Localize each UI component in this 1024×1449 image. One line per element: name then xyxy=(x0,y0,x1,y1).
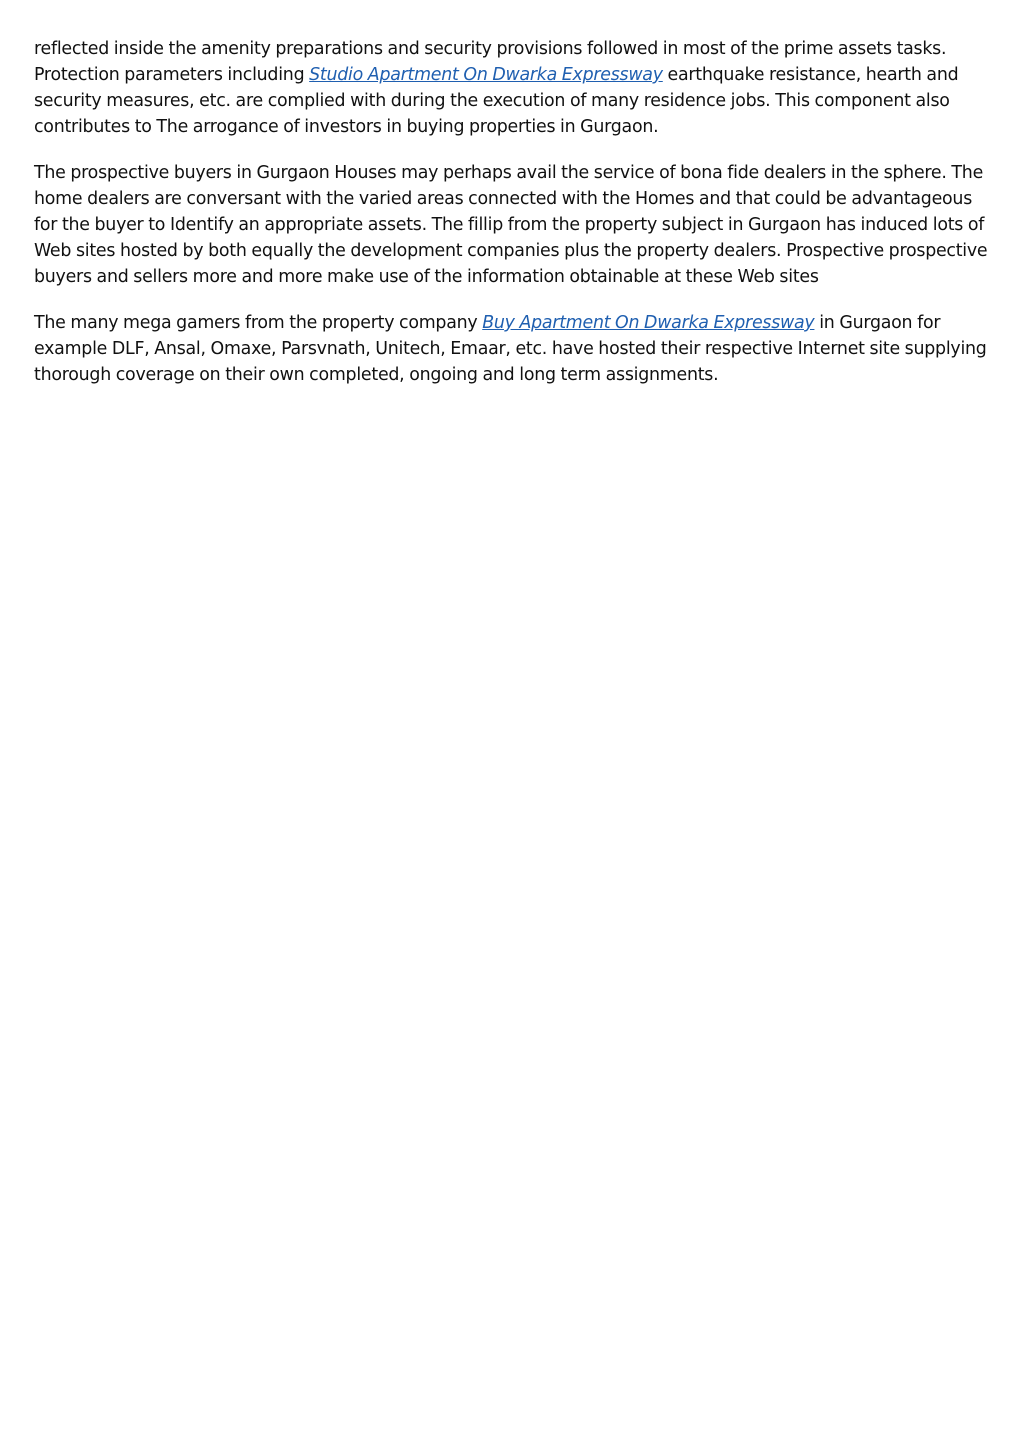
buy-apartment-link[interactable]: Buy Apartment On Dwarka Expressway xyxy=(482,313,815,333)
paragraph-1-text-after: earthquake resistance, hearth and security measures, etc. are complied with during the execution of many residence jobs. This component also contributes to The arrogance of investors in buying properties in Gurgaon. xyxy=(34,65,959,137)
document-page xyxy=(34,36,992,408)
paragraph-mega-players xyxy=(34,310,992,388)
paragraph-3-text-before: The many mega gamers from the property company xyxy=(34,313,483,333)
paragraph-1-text-before: reflected inside the amenity preparations and security provisions followed in most of the prime assets tasks. Protection parameters including xyxy=(34,39,947,85)
paragraph-safety-provisions xyxy=(34,36,992,140)
paragraph-3-text-after: in Gurgaon for example DLF, Ansal, Omaxe, Parsvnath, Unitech, Emaar, etc. have hosted their respective Internet site supplying thorough coverage on their own completed, ongoing and long term assignments. xyxy=(34,313,987,385)
studio-apartment-link[interactable]: Studio Apartment On Dwarka Expressway xyxy=(309,65,663,85)
paragraph-property-dealers xyxy=(34,160,992,290)
paragraph-2-text: The prospective buyers in Gurgaon Houses may perhaps avail the service of bona fide dealers in the sphere. The home dealers are conversant with the varied areas connected with the Homes and that could be advantageous for the buyer to Identify an appropriate assets. The fillip from the property subject in Gurgaon has induced lots of Web sites hosted by both equally the development companies plus the property dealers. Prospective prospective buyers and sellers more and more make use of the information obtainable at these Web sites xyxy=(34,163,988,287)
